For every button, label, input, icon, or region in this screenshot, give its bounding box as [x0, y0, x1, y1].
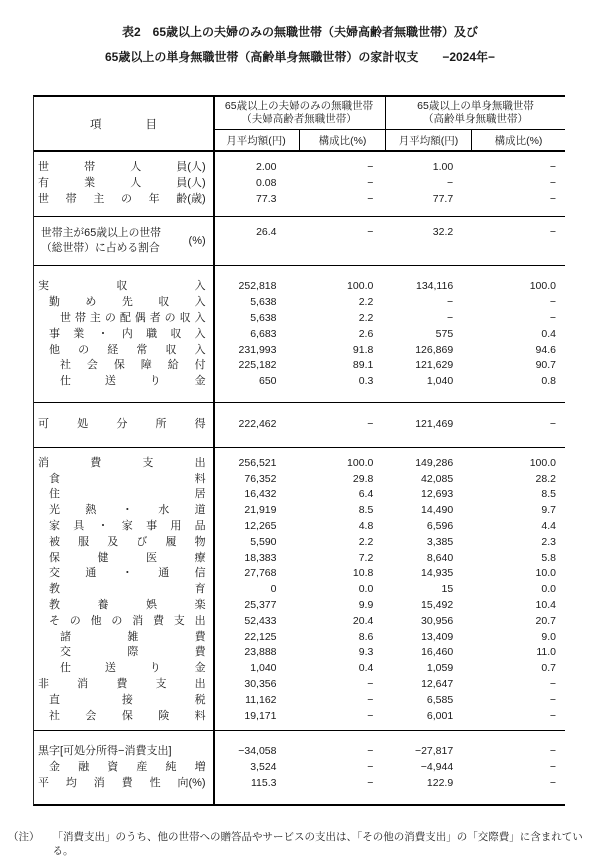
cell-value: − [549, 311, 556, 324]
row-label: 事 業 ・ 内 職 収 入 [49, 327, 206, 340]
cell-value: − [367, 176, 374, 189]
cell-value: 1,059 [426, 662, 454, 675]
cell-value: 3,385 [426, 535, 454, 548]
cell-value: 10.8 [352, 567, 374, 580]
cell-value: − [367, 161, 374, 173]
cell-value: 32.2 [432, 226, 454, 239]
table-row [34, 519, 565, 535]
cell-value: − [549, 677, 556, 690]
row-label: 住 居 [49, 488, 206, 501]
row-unit: (%) [188, 234, 206, 247]
row-label: 仕 送 り 金 [60, 662, 206, 675]
cell-value: − [367, 226, 374, 239]
row-label: 世 帯 人 員(人) [38, 161, 206, 173]
cell-value: − [367, 677, 374, 690]
cell-value: 16,432 [244, 488, 277, 501]
cell-value: 15 [441, 583, 454, 596]
row-label: 他 の 経 常 収 入 [49, 343, 206, 356]
cell-value: − [549, 745, 556, 758]
subcolumn-headers [213, 130, 565, 150]
cell-value: 9.0 [541, 630, 556, 643]
cell-value: 0.08 [256, 176, 277, 189]
table-row [34, 598, 565, 614]
cell-value: 1.00 [432, 161, 454, 173]
table-body [34, 152, 565, 804]
table-row [34, 192, 565, 208]
cell-value: 100.0 [347, 280, 374, 293]
row-label: 直 接 税 [49, 693, 206, 706]
group-headers [213, 97, 565, 130]
row-label: 黒字[可処分所得−消費支出] [38, 745, 172, 758]
table-row [34, 693, 565, 709]
cell-value: 9.3 [358, 646, 374, 659]
table-title [0, 20, 600, 70]
row-label: 保 健 医 療 [49, 551, 206, 564]
table-row [34, 343, 565, 359]
cell-value: 6,001 [426, 709, 454, 722]
cell-value: −34,058 [238, 745, 277, 758]
row-label: そ の 他 の 消 費 支 出 [49, 614, 206, 627]
table-row [34, 456, 565, 472]
cell-value: 52,433 [244, 614, 277, 627]
cell-value: 9.9 [358, 598, 374, 611]
table-row [34, 661, 565, 677]
cell-value: 27,768 [244, 567, 277, 580]
row-label: 光 熱 ・ 水 道 [49, 504, 206, 517]
item-header-char-left: 項 [90, 118, 102, 131]
cell-value: 6,596 [426, 519, 454, 532]
cell-value: 222,462 [238, 417, 277, 430]
data-columns-header [213, 97, 565, 150]
cell-value: 12,647 [421, 677, 454, 690]
cell-value: 12,265 [244, 519, 277, 532]
table-row [34, 176, 565, 192]
row-label: 金 融 資 産 純 増 [49, 761, 206, 774]
cell-value: − [549, 296, 556, 309]
row-label: 社 会 保 障 給 付 [60, 359, 206, 372]
cell-value: − [549, 226, 557, 239]
cell-value: − [447, 311, 454, 324]
cell-value: 121,629 [415, 359, 454, 372]
cell-value: 4.8 [358, 519, 374, 532]
table-row [34, 645, 565, 661]
cell-value: 1,040 [426, 375, 454, 388]
table-row [34, 374, 565, 390]
cell-value: 5,590 [250, 535, 277, 548]
table-row [34, 225, 565, 257]
table-row [34, 760, 565, 776]
table-header [34, 97, 565, 152]
cell-value: 20.7 [535, 614, 556, 627]
cell-value: − [447, 296, 454, 309]
cell-value: 76,352 [244, 472, 277, 485]
group-header-single [386, 97, 565, 129]
row-label: 実 収 入 [38, 280, 206, 293]
row-label: 平 均 消 費 性 向(%) [38, 776, 206, 789]
statistics-table [33, 95, 565, 806]
table-row [34, 160, 565, 176]
cell-value: 20.4 [352, 614, 374, 627]
item-header-char-right: 目 [145, 118, 157, 131]
cell-value: 0.0 [541, 583, 556, 596]
cell-value: 6,683 [250, 327, 277, 340]
subcol-monthly-average-couple: 月平均額(円) [213, 130, 300, 150]
cell-value: − [549, 693, 556, 706]
table-row [34, 551, 565, 567]
table-row [34, 744, 565, 760]
cell-value: 2.2 [358, 535, 374, 548]
cell-value: 2.2 [358, 311, 374, 324]
item-column-divider [213, 97, 215, 804]
group-header-single-line2: （高齢単身無職世帯） [423, 113, 528, 125]
cell-value: − [367, 761, 374, 774]
cell-value: 149,286 [415, 456, 454, 469]
cell-value: − [367, 776, 374, 789]
table-row [34, 677, 565, 693]
group-header-couple-line1: 65歳以上の夫婦のみの無職世帯 [224, 100, 374, 112]
cell-value: −4,944 [420, 761, 454, 774]
row-label: 世 帯 主 の 年 齢(歳) [38, 192, 206, 205]
cell-value: 115.3 [250, 776, 277, 789]
cell-value: − [549, 192, 556, 205]
footnote-prefix: （注） [8, 832, 40, 843]
cell-value: 252,818 [238, 280, 277, 293]
cell-value: − [549, 161, 556, 173]
cell-value: 5,638 [250, 311, 277, 324]
cell-value: 18,383 [244, 551, 277, 564]
table-section-ratio [34, 217, 565, 266]
row-label: 可 処 分 所 得 [38, 417, 206, 430]
cell-value: 8.5 [541, 488, 556, 501]
cell-value: 1,040 [250, 662, 277, 675]
row-label: 教 養 娯 楽 [49, 598, 206, 611]
cell-value: 8,640 [426, 551, 454, 564]
cell-value: − [549, 761, 556, 774]
row-label: 消 費 支 出 [38, 456, 206, 469]
cell-value: − [549, 776, 556, 789]
footnote-text: 「消費支出」のうち、他の世帯への贈答品やサービスの支出は、「その他の消費支出」の「交際費」に含まれている。 [52, 832, 583, 857]
table-row [34, 487, 565, 503]
row-label: 社 会 保 険 料 [49, 709, 206, 722]
table-row [34, 311, 565, 327]
subcol-composition-single: 構成比(%) [494, 134, 543, 147]
cell-value: 126,869 [415, 343, 454, 356]
cell-value: 231,993 [238, 343, 277, 356]
cell-value: − [367, 192, 374, 205]
table-section-balance [34, 731, 565, 803]
cell-value: 19,171 [244, 709, 277, 722]
cell-value: 10.0 [535, 567, 556, 580]
cell-value: 122.9 [426, 776, 454, 789]
cell-value: 7.2 [358, 551, 374, 564]
cell-value: 2.3 [541, 535, 556, 548]
cell-value: 0.7 [541, 662, 556, 675]
table-section-household [34, 152, 565, 217]
cell-value: 4.4 [541, 519, 556, 532]
cell-value: 22,125 [244, 630, 277, 643]
cell-value: − [367, 745, 374, 758]
table-section-expenditure [34, 448, 565, 732]
cell-value: 121,469 [415, 417, 454, 430]
table-row [34, 614, 565, 630]
table-row [34, 630, 565, 646]
cell-value: 29.8 [352, 472, 374, 485]
cell-value: 225,182 [238, 359, 277, 372]
cell-value: 8.6 [358, 630, 374, 643]
cell-value: 90.7 [535, 359, 556, 372]
cell-value: 3,524 [250, 761, 277, 774]
row-label: 被 服 及 び 履 物 [49, 535, 206, 548]
cell-value: 28.2 [535, 472, 556, 485]
cell-value: − [367, 709, 374, 722]
cell-value: 13,409 [421, 630, 454, 643]
table-row [34, 535, 565, 551]
row-label: 仕 送 り 金 [60, 375, 206, 388]
table-row [34, 582, 565, 598]
cell-value: 0.3 [358, 375, 374, 388]
cell-value: − [549, 417, 556, 430]
item-column-header [34, 97, 213, 150]
cell-value: 10.4 [535, 598, 556, 611]
table-title-line1: 表2 65歳以上の夫婦のみの無職世帯（夫婦高齢者無職世帯）及び [121, 25, 479, 39]
cell-value: 91.8 [352, 343, 374, 356]
row-label: 世帯主が65歳以上の世帯 （総世帯）に占める割合 (%) [41, 227, 206, 255]
table-section-disposable [34, 403, 565, 448]
table-section-income [34, 266, 565, 403]
cell-value: 16,460 [421, 646, 454, 659]
subcol-monthly-average-single: 月平均額(円) [386, 130, 472, 150]
table-row [34, 776, 565, 792]
cell-value: 89.1 [352, 359, 374, 372]
cell-value: − [447, 176, 454, 189]
cell-value: 0.0 [358, 583, 374, 596]
table-row [34, 295, 565, 311]
cell-value: 2.00 [256, 161, 277, 173]
cell-value: 77.3 [256, 192, 277, 205]
cell-value: 94.6 [535, 343, 556, 356]
cell-value: 5,638 [250, 296, 277, 309]
cell-value: 650 [258, 375, 277, 388]
cell-value: 256,521 [238, 456, 277, 469]
row-label: 交 際 費 [60, 646, 206, 659]
cell-value: 25,377 [244, 598, 277, 611]
table-row [34, 358, 565, 374]
footnote [8, 831, 596, 859]
table-row [34, 279, 565, 295]
cell-value: 30,356 [244, 677, 277, 690]
cell-value: − [367, 417, 374, 430]
table-row [34, 566, 565, 582]
group-header-couple-line2: （夫婦高齢者無職世帯） [241, 113, 357, 125]
cell-value: 9.7 [541, 504, 556, 517]
row-label: 世 帯 主 の 配 偶 者 の 収 入 [60, 311, 206, 324]
cell-value: 8.5 [358, 504, 374, 517]
cell-value: 14,490 [421, 504, 454, 517]
row-label: 勤 め 先 収 入 [49, 296, 206, 309]
cell-value: 42,085 [421, 472, 454, 485]
cell-value: 30,956 [421, 614, 454, 627]
cell-value: 134,116 [416, 280, 454, 293]
cell-value: 6.4 [358, 488, 374, 501]
cell-value: 100.0 [529, 456, 556, 469]
cell-value: 0 [270, 583, 277, 596]
cell-value: 2.2 [358, 296, 374, 309]
row-label: 非 消 費 支 出 [38, 677, 206, 690]
group-header-couple [213, 97, 386, 129]
cell-value: 100.0 [529, 280, 556, 293]
cell-value: 6,585 [426, 693, 454, 706]
table-row [34, 417, 565, 433]
table-title-line2: 65歳以上の単身無職世帯（高齢単身無職世帯）の家計収支 −2024年− [104, 50, 496, 64]
subcol-composition-couple: 構成比(%) [300, 130, 386, 150]
table-row [34, 709, 565, 725]
table-row [34, 327, 565, 343]
cell-value: −27,817 [414, 745, 454, 758]
cell-value: 0.4 [541, 327, 556, 340]
group-header-single-line1: 65歳以上の単身無職世帯 [417, 100, 534, 112]
cell-value: 0.4 [358, 662, 374, 675]
row-label: 家 具 ・ 家 事 用 品 [49, 519, 206, 532]
row-label: 食 料 [49, 472, 206, 485]
cell-value: 11,162 [245, 693, 277, 706]
row-label: 諸 雑 費 [60, 630, 206, 643]
cell-value: − [549, 176, 556, 189]
cell-value: 21,919 [244, 504, 277, 517]
cell-value: 15,492 [421, 598, 454, 611]
cell-value: 5.8 [541, 551, 556, 564]
row-label: 有 業 人 員(人) [38, 176, 206, 189]
cell-value: − [367, 693, 374, 706]
cell-value: − [549, 709, 556, 722]
cell-value: 14,935 [421, 567, 454, 580]
cell-value: 23,888 [244, 646, 277, 659]
cell-value: 0.8 [541, 375, 556, 388]
cell-value: 100.0 [347, 456, 374, 469]
cell-value: 26.4 [256, 226, 277, 239]
cell-value: 2.6 [358, 327, 374, 340]
row-label: 教 育 [49, 583, 206, 596]
table-row [34, 503, 565, 519]
cell-value: 11.0 [536, 646, 556, 659]
table-row [34, 472, 565, 488]
cell-value: 12,693 [421, 488, 454, 501]
row-label: 交 通 ・ 通 信 [49, 567, 206, 580]
cell-value: 77.7 [432, 192, 454, 205]
cell-value: 575 [435, 327, 454, 340]
